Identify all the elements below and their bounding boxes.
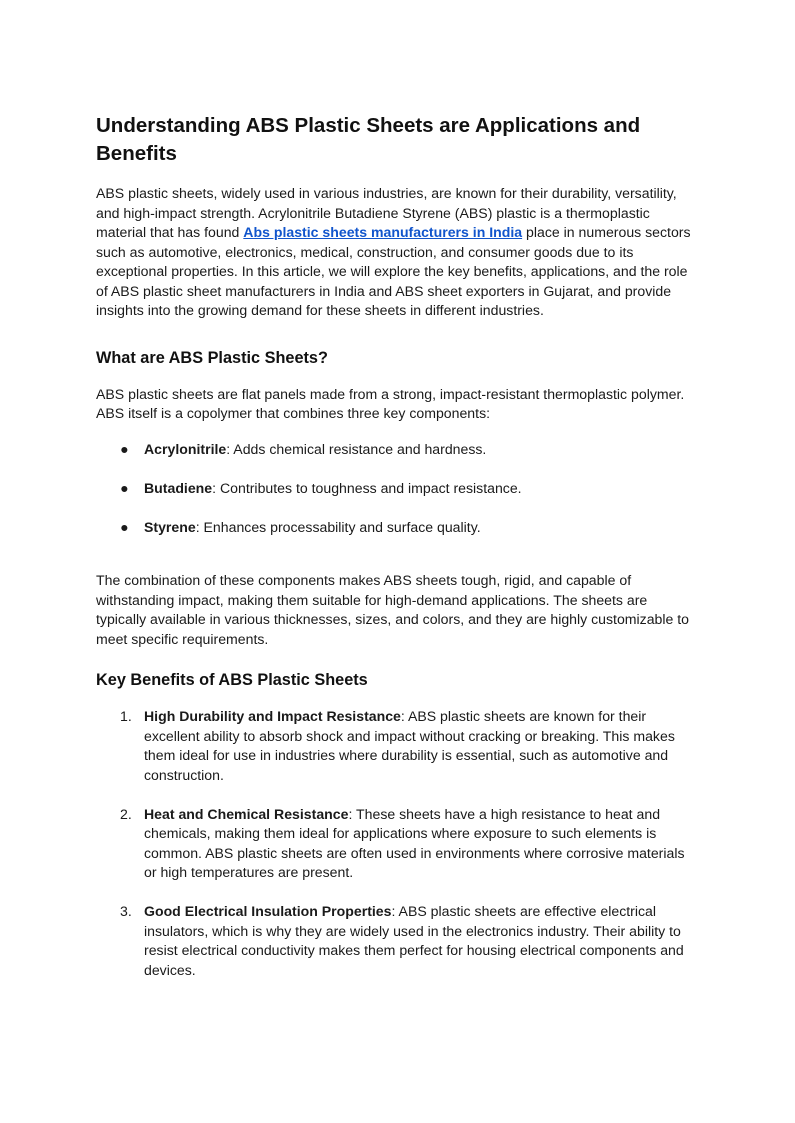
intro-text-after-link: place in numerous sectors such as automotive, electronics, medical, construction, and consumer goods due to its exceptional properties. In this article, we will explore the key benefits, applications, and the role of ABS plastic sheet manufacturers in India and ABS sheet exporters in Gujarat, and provide insights into the growing demand for these sheets in different industries. <box>96 224 691 318</box>
list-item-term: Good Electrical Insulation Properties <box>144 903 392 919</box>
page-title: Understanding ABS Plastic Sheets are Applications and Benefits <box>96 114 641 165</box>
list-item-text: : These sheets have a high resistance to heat and chemicals, making them ideal for applications where exposure to such elements is common. ABS plastic sheets are often used in environments where corrosive materials or high temperatures are present. <box>144 805 685 880</box>
list-item-term: High Durability and Impact Resistance <box>144 708 401 724</box>
definition-paragraph: ABS plastic sheets are flat panels made from a strong, impact-resistant thermoplastic polymer. ABS itself is a copolymer that combines three key components: <box>96 385 685 421</box>
list-number: 3. <box>120 903 132 919</box>
list-item-term: Butadiene <box>144 479 213 496</box>
bullet-icon: ● <box>120 440 129 457</box>
list-number: 1. <box>120 708 132 724</box>
bullet-icon: ● <box>120 518 129 535</box>
list-item-term: Styrene <box>144 518 196 535</box>
list-item <box>96 518 700 538</box>
section-heading-key-benefits: Key Benefits of ABS Plastic Sheets <box>96 671 368 689</box>
list-item-text: : Enhances processability and surface quality. <box>195 518 481 535</box>
components-list <box>96 440 700 538</box>
list-item-text: : Adds chemical resistance and hardness. <box>226 440 487 457</box>
section-heading-what-are: What are ABS Plastic Sheets? <box>96 348 328 367</box>
bullet-icon: ● <box>120 479 129 496</box>
combination-paragraph: The combination of these components makes ABS sheets tough, rigid, and capable of withstanding impact, making them suitable for high-demand applications. The sheets are typically available in various thicknesses, sizes, and colors, and they are highly customizable to meet specific requirements. <box>96 572 690 647</box>
intro-paragraph <box>96 184 700 321</box>
list-item-text: : Contributes to toughness and impact resistance. <box>212 479 522 496</box>
list-item-term: Acrylonitrile <box>144 440 227 457</box>
list-item-text: : ABS plastic sheets are effective electrical insulators, which is why they are widely used in the electronics industry. Their ability to resist electrical conductivity makes them perfect for housing electrical components and devices. <box>144 903 684 978</box>
list-item-term: Heat and Chemical Resistance <box>144 805 349 822</box>
document-page <box>96 112 700 1000</box>
intro-text-before-link: ABS plastic sheets, widely used in various industries, are known for their durability, versatility, and high-impact strength. Acrylonitrile Butadiene Styrene (ABS) plastic is a thermoplastic material that has found <box>96 185 677 240</box>
list-number: 2. <box>120 805 132 822</box>
list-item <box>96 479 700 499</box>
list-item-text: : ABS plastic sheets are known for their excellent ability to absorb shock and impact without cracking or breaking. This makes them ideal for use in industries where durability is essential, such as automotive and construction. <box>144 708 675 783</box>
benefits-list <box>96 707 700 980</box>
manufacturers-link[interactable]: Abs plastic sheets manufacturers in India <box>243 224 523 240</box>
list-item <box>96 805 700 883</box>
list-item <box>96 902 700 980</box>
list-item <box>96 440 700 460</box>
list-item <box>96 707 700 785</box>
